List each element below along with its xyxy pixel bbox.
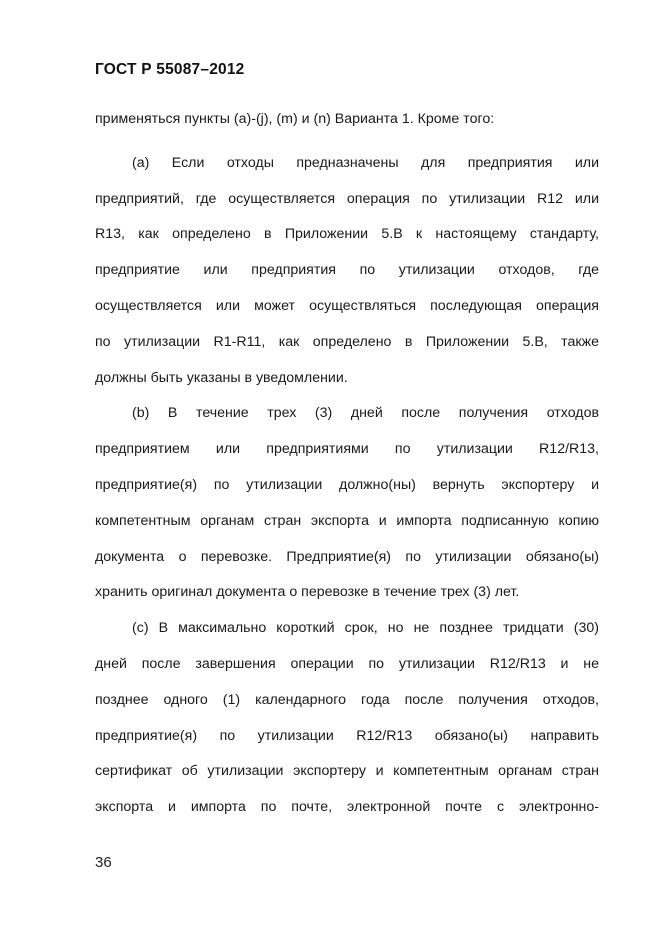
paragraph-a-line: по утилизации R1-R11, как определено в Приложении 5.B, также [95, 333, 599, 350]
paragraph-c-line: (c) В максимально короткий срок, но не позднее тридцати (30) [132, 620, 599, 637]
document-header: ГОСТ Р 55087–2012 [95, 61, 245, 78]
paragraph-b-line: (b) В течение трех (3) дней после получения отходов [132, 405, 599, 422]
paragraph-b-line: предприятие(я) по утилизации должно(ны) вернуть экспортеру и [95, 476, 599, 493]
paragraph-c-line: дней после завершения операции по утилизации R12/R13 и не [95, 655, 599, 672]
paragraph-c-line: предприятие(я) по утилизации R12/R13 обязано(ы) направить [95, 727, 599, 744]
paragraph-b-line: документа о перевозке. Предприятие(я) по утилизации обязано(ы) [95, 548, 599, 565]
paragraph-a-line: предприятий, где осуществляется операция по утилизации R12 или [95, 190, 599, 207]
document-body [95, 102, 599, 826]
paragraph-a-line: R13, как определено в Приложении 5.B к настоящему стандарту, [95, 226, 599, 243]
paragraph-b-line: компетентным органам стран экспорта и импорта подписанную копию [95, 512, 599, 529]
paragraph-c [95, 611, 599, 826]
paragraph-a-line: предприятие или предприятия по утилизации отходов, где [95, 262, 599, 279]
page-number: 36 [95, 854, 112, 871]
paragraph-a-line: осуществляется или может осуществляться последующая операция [95, 297, 599, 314]
paragraph-a-line: (a) Если отходы предназначены для предприятия или [132, 154, 599, 171]
paragraph-b-line: предприятием или предприятиями по утилизации R12/R13, [95, 441, 599, 458]
paragraph-b-line: хранить оригинал документа о перевозке в течение трех (3) лет. [95, 584, 520, 601]
paragraph-a [95, 146, 599, 397]
paragraph-c-line: сертификат об утилизации экспортеру и компетентным органам стран [95, 763, 599, 780]
intro-line: применяться пункты (a)-(j), (m) и (n) Варианта 1. Кроме того: [95, 111, 495, 127]
paragraph-b [95, 396, 599, 611]
paragraph-a-line: должны быть указаны в уведомлении. [95, 369, 348, 386]
paragraph-c-line: экспорта и импорта по почте, электронной почте с электронно- [95, 799, 599, 816]
paragraph-c-line: позднее одного (1) календарного года после получения отходов, [95, 691, 599, 708]
